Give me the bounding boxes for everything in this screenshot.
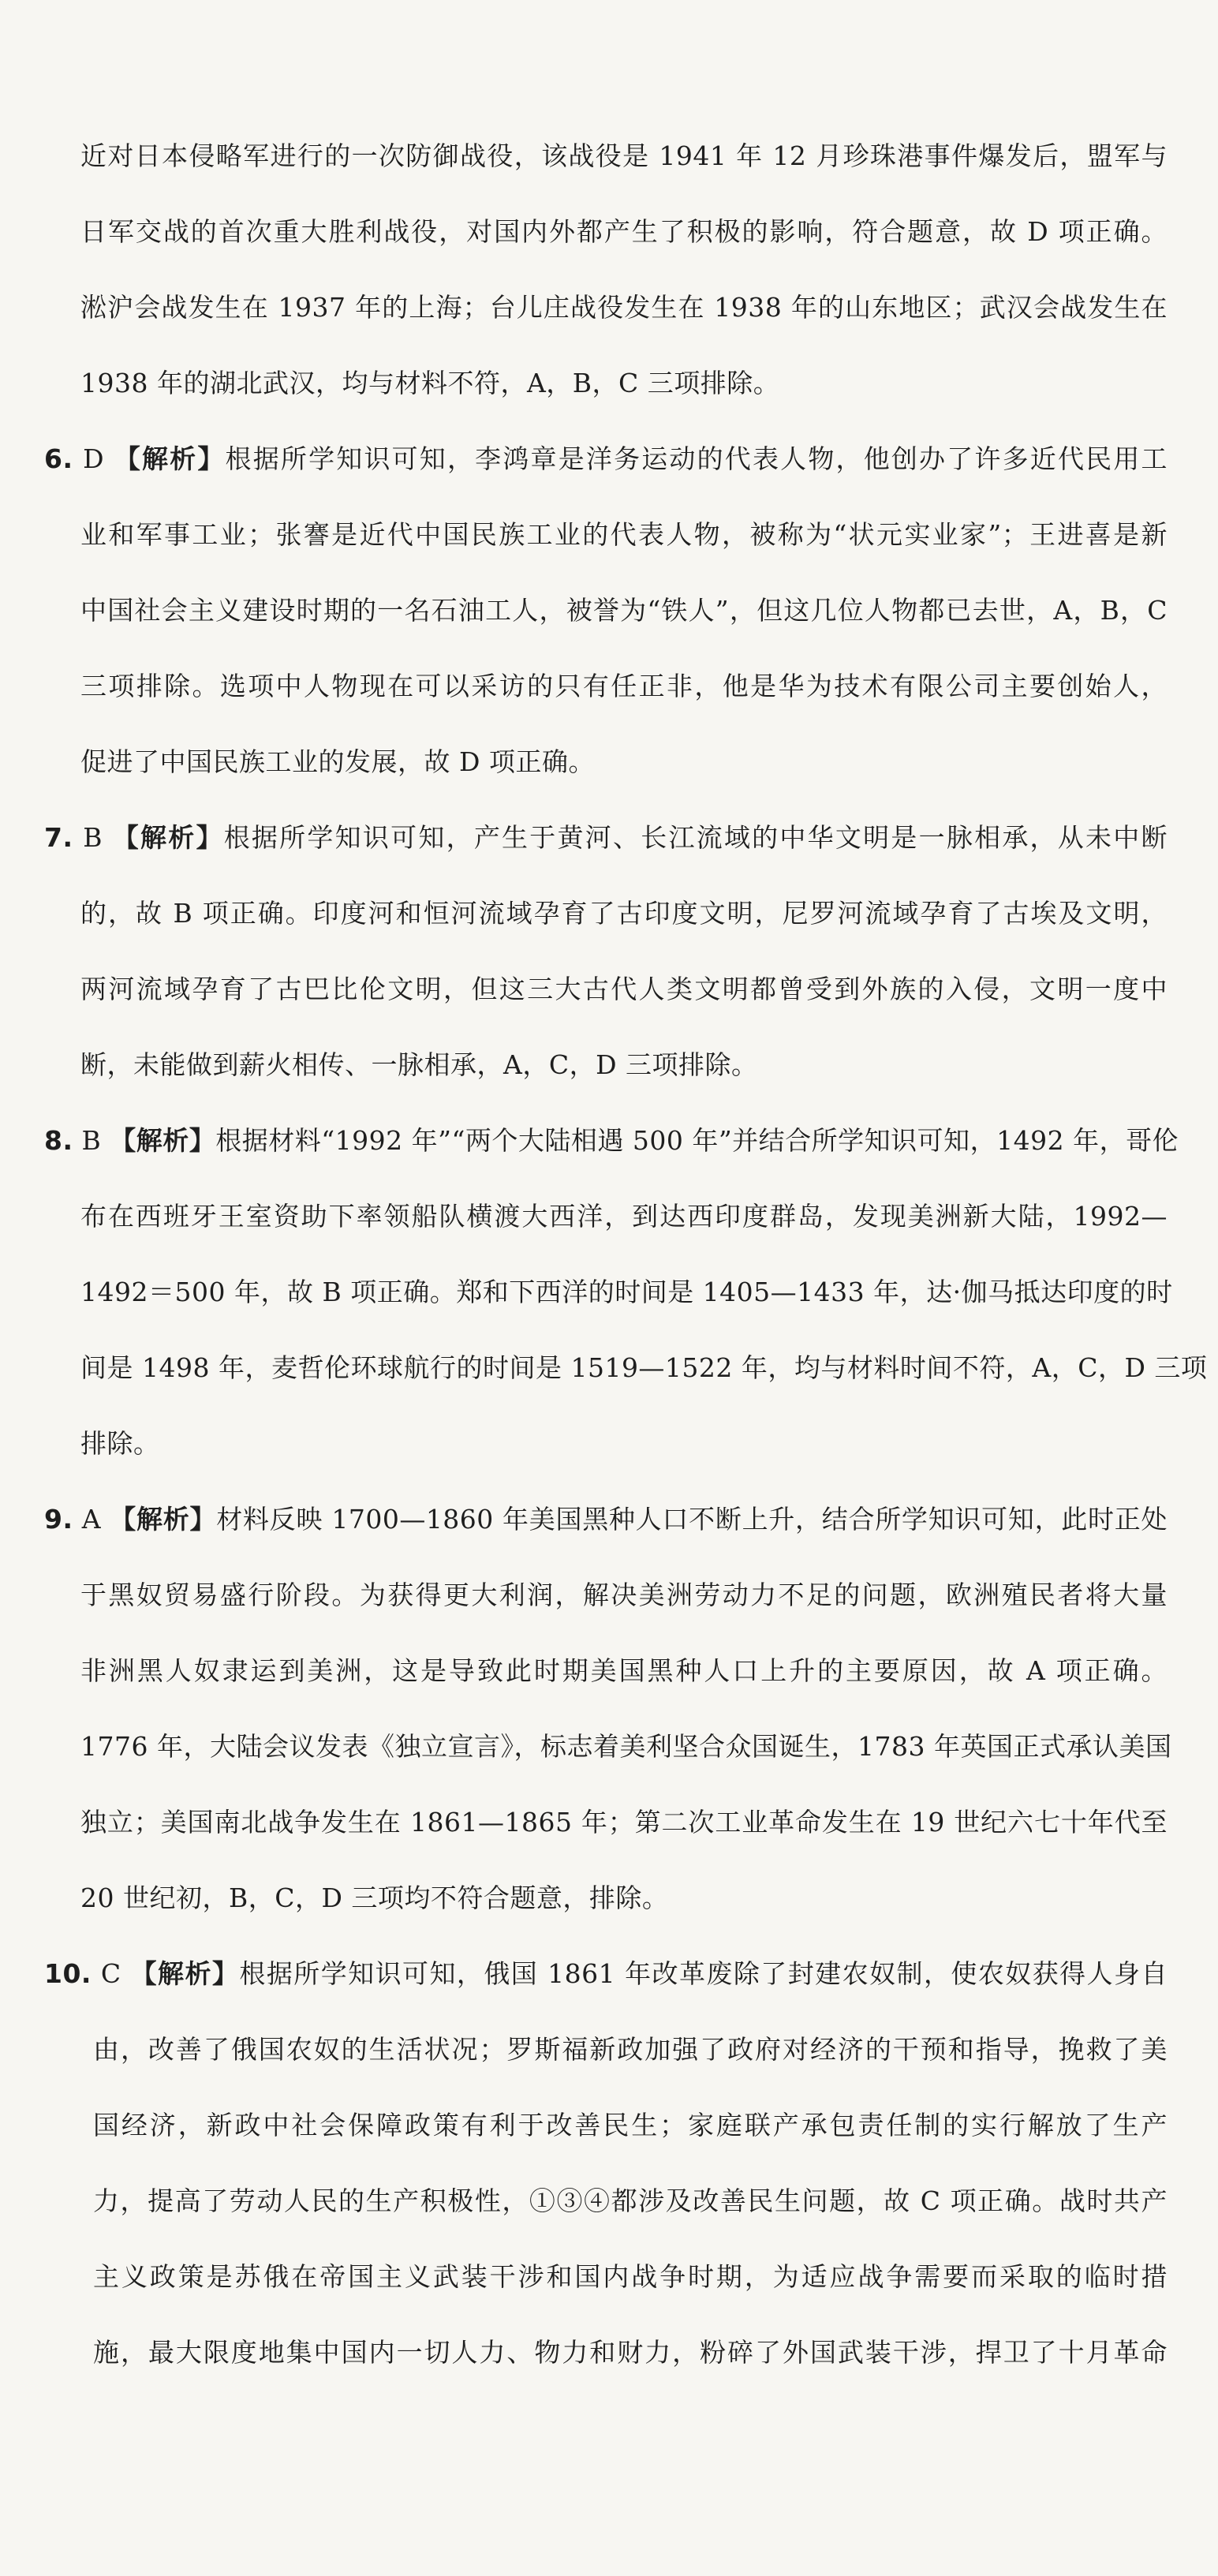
analysis-tag: 【解析】 (110, 1125, 216, 1156)
item-number: 6. (44, 443, 73, 474)
analysis-tag: 【解析】 (112, 822, 224, 853)
item-line: 中国社会主义建设时期的一名石油工人，被誉为“铁人”，但这几位人物都已去世，A，B，C (80, 595, 1168, 626)
item-first-line (44, 1936, 1168, 2012)
item-number: 9. (44, 1504, 73, 1535)
item-line: 断，未能做到薪火相传、一脉相承，A，C，D 三项排除。 (80, 1049, 758, 1080)
answer-item-6 (44, 421, 1168, 800)
answer-item-8 (44, 1103, 1208, 1482)
item-line: 1776 年，大陆会议发表《独立宣言》，标志着美利坚合众国诞生，1783 年英国正式承认美国 (80, 1731, 1172, 1762)
item-line: 力，提高了劳动人民的生产积极性，①③④都涉及改善民生问题，故 C 项正确。战时共产 (93, 2185, 1168, 2216)
item-line: 间是 1498 年，麦哲伦环球航行的时间是 1519—1522 年，均与材料时间不符，A，C，D 三项 (80, 1352, 1208, 1383)
answer-item-10 (44, 1936, 1168, 2391)
intro-line: 日军交战的首次重大胜利战役，对国内外都产生了积极的影响，符合题意，故 D 项正确。 (80, 216, 1168, 247)
item-line: 国经济，新政中社会保障政策有利于改善民生；家庭联产承包责任制的实行解放了生产 (93, 2110, 1168, 2140)
item-answer: B (81, 1125, 102, 1156)
item-text: 材料反映 1700—1860 年美国黑种人口不断上升，结合所学知识可知，此时正处 (216, 1504, 1168, 1535)
item-answer: D (83, 443, 105, 474)
analysis-tag: 【解析】 (130, 1958, 240, 1989)
item-line: 于黑奴贸易盛行阶段。为获得更大利润，解决美洲劳动力不足的问题，欧洲殖民者将大量 (80, 1580, 1168, 1610)
item-text: 根据所学知识可知，李鸿章是洋务运动的代表人物，他创办了许多近代民用工 (225, 443, 1168, 474)
intro-line: 1938 年的湖北武汉，均与材料不符，A，B，C 三项排除。 (80, 368, 780, 398)
item-line: 由，改善了俄国农奴的生活状况；罗斯福新政加强了政府对经济的干预和指导，挽救了美 (93, 2034, 1168, 2065)
item-text: 根据材料“1992 年”“两个大陆相遇 500 年”并结合所学知识可知，1492 年，哥伦 (215, 1125, 1179, 1156)
item-first-line (44, 800, 1168, 876)
answer-item-7 (44, 800, 1168, 1103)
item-line: 非洲黑人奴隶运到美洲，这是导致此时期美国黑种人口上升的主要原因，故 A 项正确。 (80, 1655, 1168, 1686)
item-line: 的，故 B 项正确。印度河和恒河流域孕育了古印度文明，尼罗河流域孕育了古埃及文明， (80, 898, 1168, 929)
item-line: 两河流域孕育了古巴比伦文明，但这三大古代人类文明都曾受到外族的入侵，文明一度中 (80, 974, 1168, 1004)
item-line: 20 世纪初，B，C，D 三项均不符合题意，排除。 (80, 1882, 669, 1913)
item-number: 10. (44, 1958, 92, 1989)
item-number: 7. (44, 822, 73, 853)
item-answer: B (83, 822, 103, 853)
item-line: 布在西班牙王室资助下率领船队横渡大西洋，到达西印度群岛，发现美洲新大陆，1992— (80, 1201, 1168, 1232)
item-first-line (44, 1103, 1179, 1179)
item-number: 8. (44, 1125, 73, 1156)
item-line: 主义政策是苏俄在帝国主义武装干涉和国内战争时期，为适应战争需要而采取的临时措 (93, 2261, 1168, 2292)
item-line: 排除。 (80, 1428, 160, 1459)
item-first-line (44, 421, 1168, 497)
item-line: 独立；美国南北战争发生在 1861—1865 年；第二次工业革命发生在 19 世纪六七十年代至 (80, 1807, 1168, 1838)
answer-item-9 (44, 1482, 1172, 1936)
item-answer: C (100, 1958, 121, 1989)
item-line: 三项排除。选项中人物现在可以采访的只有任正非，他是华为技术有限公司主要创始人， (80, 671, 1168, 701)
item-line: 1492＝500 年，故 B 项正确。郑和下西洋的时间是 1405—1433 年，达·伽马抵达印度的时 (80, 1277, 1173, 1307)
item-line: 施，最大限度地集中国内一切人力、物力和财力，粉碎了外国武装干涉，捍卫了十月革命 (93, 2337, 1168, 2368)
item-first-line (44, 1482, 1168, 1557)
analysis-tag: 【解析】 (110, 1504, 217, 1535)
intro-block (44, 118, 1168, 421)
item-answer: A (81, 1504, 102, 1535)
item-line: 促进了中国民族工业的发展，故 D 项正确。 (80, 746, 595, 777)
intro-line: 近对日本侵略军进行的一次防御战役，该战役是 1941 年 12 月珍珠港事件爆发后，盟军与 (80, 140, 1168, 171)
intro-line: 淞沪会战发生在 1937 年的上海；台儿庄战役发生在 1938 年的山东地区；武汉会战发生在 (80, 292, 1168, 323)
analysis-tag: 【解析】 (114, 443, 226, 474)
item-line: 业和军事工业；张謇是近代中国民族工业的代表人物，被称为“状元实业家”；王进喜是新 (80, 519, 1168, 550)
item-text: 根据所学知识可知，产生于黄河、长江流域的中华文明是一脉相承，从未中断 (223, 822, 1168, 853)
item-text: 根据所学知识可知，俄国 1861 年改革废除了封建农奴制，使农奴获得人身自 (239, 1958, 1168, 1989)
